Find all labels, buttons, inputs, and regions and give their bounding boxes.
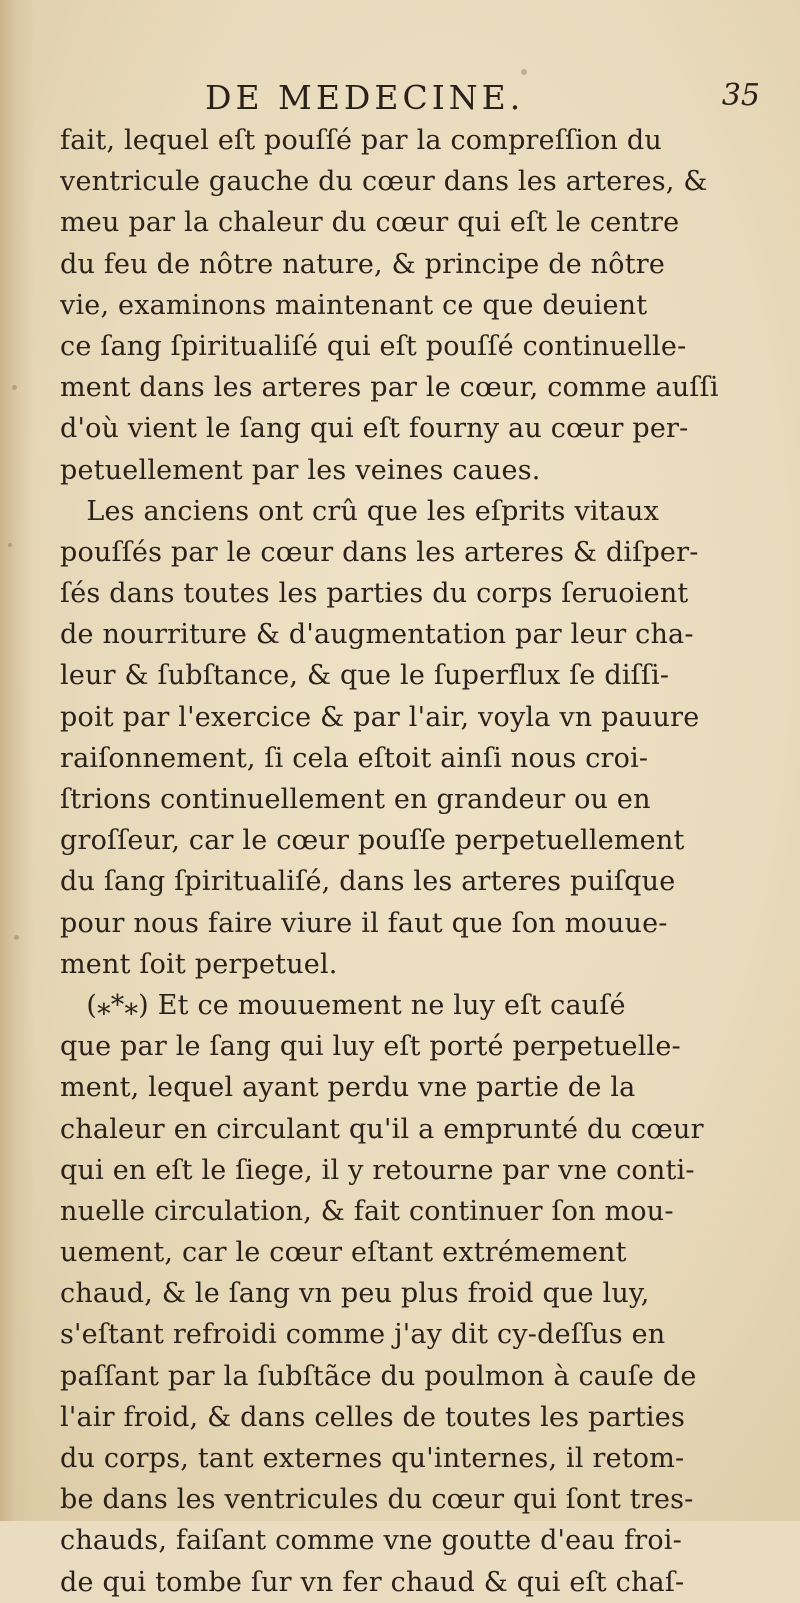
paper-spot — [521, 69, 527, 75]
paper-spot — [12, 385, 17, 390]
text-line: ment ſoit perpetuel. — [60, 948, 338, 980]
text-line: d'où vient le ſang qui eſt fourny au cœur per- — [60, 413, 689, 445]
text-line: pour nous faire viure il faut que ſon mouue- — [60, 907, 668, 939]
body-text — [60, 120, 790, 1603]
text-line: ſtrions continuellement en grandeur ou en — [60, 784, 651, 815]
text-line: que par le ſang qui luy eſt porté perpetuelle- — [60, 1031, 681, 1063]
text-line: fait, lequel eſt pouſſé par la compreſſion du — [60, 125, 662, 156]
page-number: 35 — [721, 78, 760, 113]
text-line: du ſang ſpiritualiſé, dans les arteres puiſque — [60, 866, 676, 898]
text-line: petuellement par les veines caues. — [60, 454, 541, 486]
text-line: poit par l'exercice & par l'air, voyla vn pauure — [60, 701, 700, 733]
text-line: ventricule gauche du cœur dans les arteres, & — [60, 166, 708, 198]
text-line: ment dans les arteres par le cœur, comme auſſi — [60, 372, 719, 404]
text-line: chaleur en circulant qu'il a emprunté du cœur — [60, 1113, 704, 1145]
text-line: s'eſtant refroidi comme j'ay dit cy-deſſus en — [60, 1319, 666, 1351]
text-line: du feu de nôtre nature, & principe de nôtre — [60, 248, 666, 280]
text-line: ſés dans toutes les parties du corps ſeruoient — [60, 578, 689, 610]
text-line: ment, lequel ayant perdu vne partie de la — [60, 1072, 636, 1104]
paper-spot — [8, 543, 12, 547]
text-line: vie, examinons maintenant ce que deuient — [60, 289, 648, 321]
text-line: qui en eſt le ſiege, il y retourne par vne conti- — [60, 1154, 695, 1186]
text-line: leur & ſubſtance, & que le ſuperflux ſe diſſi- — [60, 660, 670, 692]
text-line: Les anciens ont crû que les eſprits vitaux — [60, 495, 660, 527]
page-gutter-shadow — [0, 0, 34, 1521]
text-line: paſſant par la ſubſtãce du poulmon à cauſe de — [60, 1360, 697, 1392]
paper-spot — [14, 935, 19, 940]
text-line: nuelle circulation, & fait continuer ſon mou- — [60, 1195, 674, 1227]
running-title: DE MEDECINE. — [205, 78, 525, 117]
text-line: de qui tombe ſur vn fer chaud & qui eſt chaſ- — [60, 1566, 685, 1598]
text-line: raiſonnement, ſi cela eſtoit ainſi nous croi- — [60, 742, 649, 774]
text-line: meu par la chaleur du cœur qui eſt le centre — [60, 207, 680, 239]
text-line: l'air froid, & dans celles de toutes les parties — [60, 1401, 685, 1433]
text-line: de nourriture & d'augmentation par leur cha- — [60, 619, 694, 651]
text-line: chauds, faiſant comme vne goutte d'eau froi- — [60, 1525, 682, 1557]
text-line: (⁎*⁎) Et ce mouuement ne luy eſt cauſé — [60, 989, 626, 1021]
text-line: pouſſés par le cœur dans les arteres & diſper- — [60, 536, 699, 568]
text-line: chaud, & le ſang vn peu plus froid que luy, — [60, 1278, 650, 1310]
text-line: du corps, tant externes qu'internes, il retom- — [60, 1443, 685, 1474]
text-line: be dans les ventricules du cœur qui ſont tres- — [60, 1484, 694, 1516]
page-header — [205, 78, 770, 118]
text-line: groſſeur, car le cœur pouſſe perpetuellement — [60, 825, 685, 857]
text-line: uement, car le cœur eſtant extrémement — [60, 1237, 627, 1269]
text-line: ce ſang ſpiritualiſé qui eſt pouſſé continuelle- — [60, 330, 687, 362]
